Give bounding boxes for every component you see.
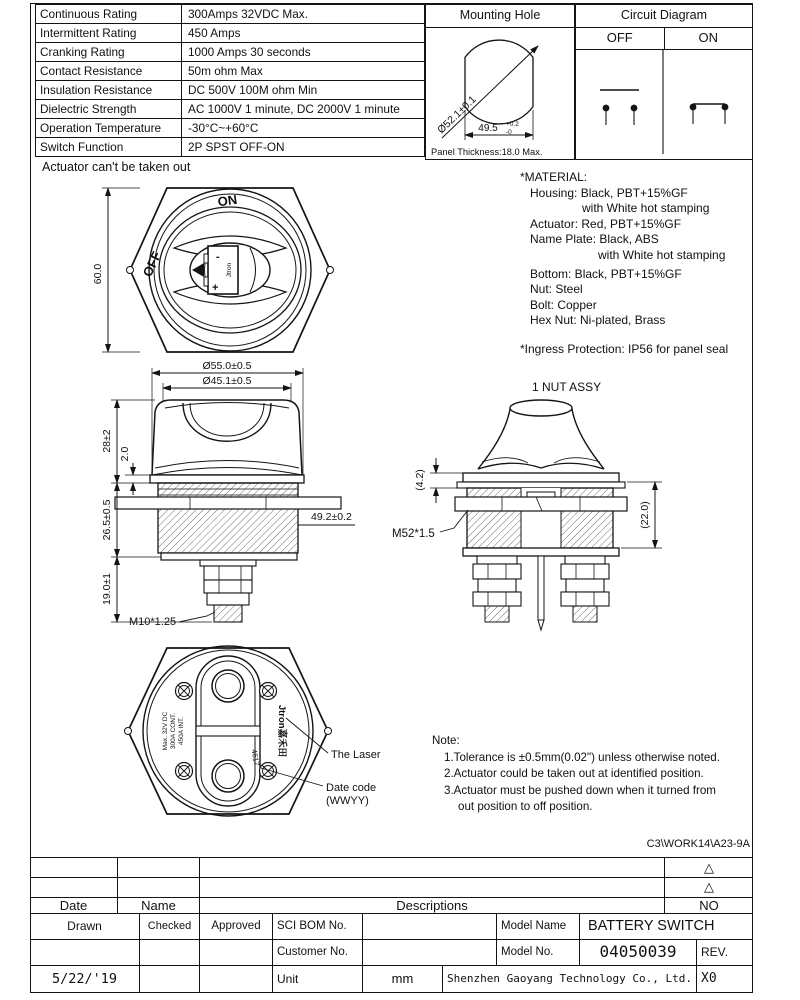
titleblock-row: 5/22/'19 Unit mm Shenzhen Gaoyang Technology Co., Ltd. X0 xyxy=(30,965,753,993)
mounting-hole-panel xyxy=(425,4,575,160)
material-notes: *MATERIAL: Housing: Black, PBT+15%GF with White hot stamping Actuator: Red, PBT+15%GF Name Plate: Black, ABS with White hot stamping Bottom: Black, PBT+15%GF Nut: Steel Bolt: Copper Hex Nut: Ni-plated, Brass *Ingress Protection: IP56 for panel seal 1 NUT ASSY xyxy=(520,170,729,394)
svg-text:19.0±1: 19.0±1 xyxy=(101,572,113,606)
notes-block: Note: 1.Tolerance is ±0.5mm(0.02") unless otherwise noted. 2.Actuator could be taken out at identified position. 3.Actuator must be pushed down when it turned from out position to off position. xyxy=(432,734,720,813)
datecode-label: Date code xyxy=(326,782,377,794)
svg-text:450A INT.: 450A INT. xyxy=(178,716,185,746)
svg-text:M52*1.5: M52*1.5 xyxy=(392,528,435,540)
svg-text:M10*1.25: M10*1.25 xyxy=(129,616,177,628)
svg-text:Jtron: Jtron xyxy=(226,262,233,278)
svg-text:49.5: 49.5 xyxy=(478,123,498,134)
state-on-label: ON xyxy=(698,30,718,45)
circuit-symbols xyxy=(576,50,751,158)
svg-text:-: - xyxy=(216,251,220,263)
titleblock-row: Drawn Checked Approved SCI BOM No. Model Name BATTERY SWITCH xyxy=(30,913,753,939)
circuit-diagram-panel xyxy=(575,4,753,160)
spec-table xyxy=(35,4,425,157)
brand-marking: Jtron嘉禾田 xyxy=(276,704,287,758)
revision-triangle: △ xyxy=(704,879,714,894)
table-row: Dielectric Strength AC 1000V 1 minute, DC 2000V 1 minute xyxy=(36,100,424,119)
off-label: OFF xyxy=(139,249,165,280)
table-row: Operation Temperature -30°C~+60°C xyxy=(36,119,424,138)
svg-text:26.5±0.5: 26.5±0.5 xyxy=(101,499,113,541)
table-row: Intermittent Rating 450 Amps xyxy=(36,24,424,43)
revision-row xyxy=(30,857,753,877)
model-number: 04050039 xyxy=(580,940,697,965)
svg-text:-0: -0 xyxy=(506,129,512,136)
svg-text:Ø45.1±0.5: Ø45.1±0.5 xyxy=(202,375,252,387)
on-label: ON xyxy=(216,191,239,210)
doc-reference: C3\WORK14\A23-9A xyxy=(646,838,750,850)
titleblock-row: Customer No. Model No. 04050039 REV. xyxy=(30,939,753,965)
revision-triangle: △ xyxy=(704,860,714,875)
svg-text:300A CONT.: 300A CONT. xyxy=(170,712,177,750)
date-code: 4617 xyxy=(249,748,262,767)
svg-text:28±2: 28±2 xyxy=(101,429,113,453)
model-name: BATTERY SWITCH xyxy=(588,918,715,934)
laser-label: The Laser xyxy=(331,749,381,761)
svg-text:(WWYY): (WWYY) xyxy=(326,795,369,807)
panel-title: Mounting Hole xyxy=(426,5,574,28)
table-row: Contact Resistance 50m ohm Max xyxy=(36,62,424,81)
svg-text:(22.0): (22.0) xyxy=(639,501,651,529)
table-row: Continuous Rating 300Amps 32VDC Max. xyxy=(36,5,424,24)
titleblock-header-row: Date Name Descriptions NO xyxy=(30,897,753,914)
circuit-states xyxy=(576,28,752,50)
svg-text:Panel Thickness:18.0 Max.: Panel Thickness:18.0 Max. xyxy=(431,147,543,157)
actuator-note: Actuator can't be taken out xyxy=(42,160,191,174)
table-row: Insulation Resistance DC 500V 100M ohm Min xyxy=(36,81,424,100)
state-off-label: OFF xyxy=(576,28,665,49)
revision-row xyxy=(30,877,753,897)
svg-text:Max. 32V DC: Max. 32V DC xyxy=(162,711,169,751)
panel-title: Circuit Diagram xyxy=(576,5,752,28)
rev-value: X0 xyxy=(701,971,717,986)
svg-text:Ø52.1±0.1: Ø52.1±0.1 xyxy=(435,93,479,137)
mounting-hole-drawing xyxy=(426,28,573,159)
svg-text:+: + xyxy=(212,282,219,294)
dim-60: 60.0 xyxy=(92,263,104,285)
svg-text:Ø55.0±0.5: Ø55.0±0.5 xyxy=(202,360,252,372)
svg-text:+0.2: +0.2 xyxy=(506,121,519,128)
panel-view-drawing xyxy=(390,360,700,645)
top-view-drawing xyxy=(88,178,378,378)
table-row: Cranking Rating 1000 Amps 30 seconds xyxy=(36,43,424,62)
svg-text:49.2±0.2: 49.2±0.2 xyxy=(311,511,352,523)
table-row: Switch Function 2P SPST OFF-ON xyxy=(36,138,424,156)
side-view-drawing xyxy=(95,356,395,646)
svg-text:(4.2): (4.2) xyxy=(414,469,426,491)
date-value: 5/22/'19 xyxy=(30,966,140,993)
company-name: Shenzhen Gaoyang Technology Co., Ltd. xyxy=(443,966,697,993)
bottom-view-drawing xyxy=(95,640,405,855)
svg-text:2.0: 2.0 xyxy=(119,446,131,462)
